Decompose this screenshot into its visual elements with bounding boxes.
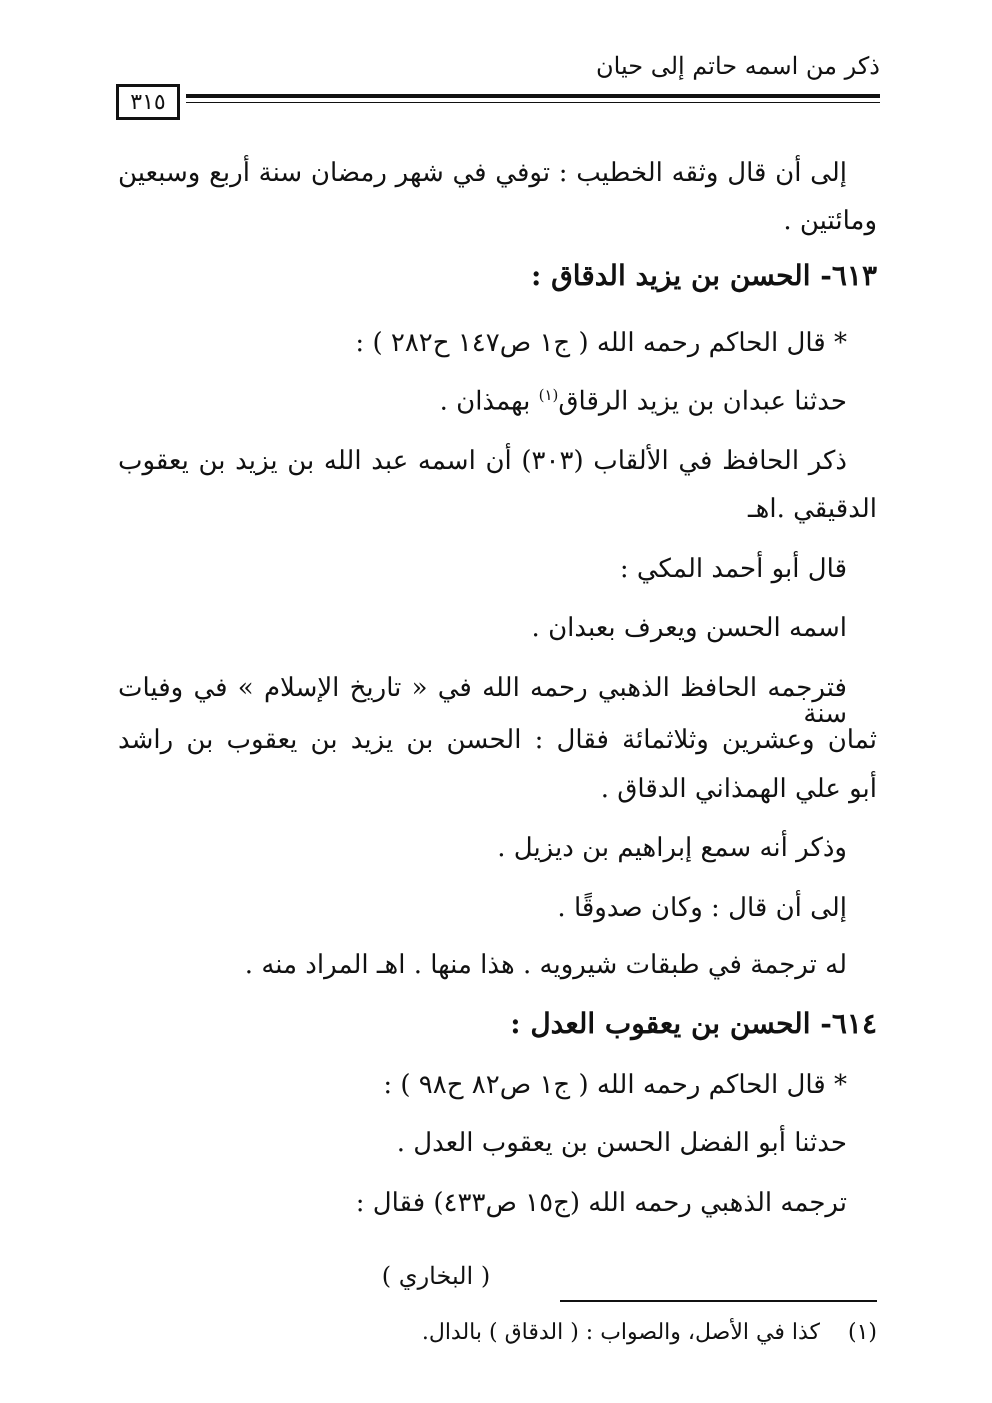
footnote-divider	[560, 1300, 877, 1302]
footnote-marker: (١)	[847, 1320, 877, 1345]
text-line: إلى أن قال وثقه الخطيب : توفي في شهر رمضان سنة أربع وسبعين	[118, 158, 847, 188]
text-line: ذكر الحافظ في الألقاب (٣٠٣) أن اسمه عبد الله بن يزيد بن يعقوب	[118, 446, 847, 476]
text-line	[440, 388, 847, 415]
text-line: فترجمه الحافظ الذهبي رحمه الله في « تاريخ الإسلام » في وفيات سنة	[118, 673, 847, 729]
text-line: أبو علي الهمذاني الدقاق .	[600, 774, 877, 804]
header-rule-thin	[186, 102, 880, 103]
text-line: ومائتين .	[783, 206, 877, 236]
running-title: ذكر من اسمه حاتم إلى حيان	[596, 52, 880, 80]
text-line: له ترجمة في طبقات شيرويه . هذا منها . اهـ المراد منه .	[244, 950, 847, 980]
text-line: * قال الحاكم رحمه الله ( ج١ ص١٤٧ ح٢٨٢ ) :	[355, 328, 847, 358]
footnote-text: كذا في الأصل، والصواب : ( الدقاق ) بالدال.	[421, 1320, 820, 1345]
text-line: اسمه الحسن ويعرف بعبدان .	[531, 613, 847, 643]
text-line: * قال الحاكم رحمه الله ( ج١ ص٨٢ ح٩٨ ) :	[383, 1070, 847, 1100]
text-segment: حدثنا عبدان بن يزيد الرقاق	[558, 386, 847, 417]
text-line: ثمان وعشرين وثلاثمائة فقال : الحسن بن يزيد بن يعقوب بن راشد	[118, 725, 877, 755]
text-line: حدثنا أبو الفضل الحسن بن يعقوب العدل .	[396, 1128, 847, 1158]
text-line: وذكر أنه سمع إبراهيم بن ديزيل .	[497, 833, 847, 863]
page-number-text: ٣١٥	[130, 89, 166, 115]
text-line: الدقيقي .اهـ	[748, 494, 877, 524]
text-line: قال أبو أحمد المكي :	[619, 554, 847, 584]
text-line: إلى أن قال : وكان صدوقًا .	[557, 893, 847, 923]
footnote	[422, 1320, 877, 1345]
text-line: ترجمه الذهبي رحمه الله (ج١٥ ص٤٣٣) فقال :	[355, 1188, 847, 1218]
entry-heading-613: ٦١٣- الحسن بن يزيد الدقاق :	[531, 259, 877, 292]
signature-text: ( البخاري )	[381, 1262, 491, 1290]
page-number	[116, 84, 180, 120]
footnote-reference: (١)	[538, 386, 559, 404]
entry-heading-614: ٦١٤- الحسن بن يعقوب العدل :	[510, 1007, 877, 1040]
signature-line	[0, 1262, 992, 1290]
header-rule-thick	[186, 94, 880, 98]
text-segment: بهمذان .	[439, 386, 539, 417]
